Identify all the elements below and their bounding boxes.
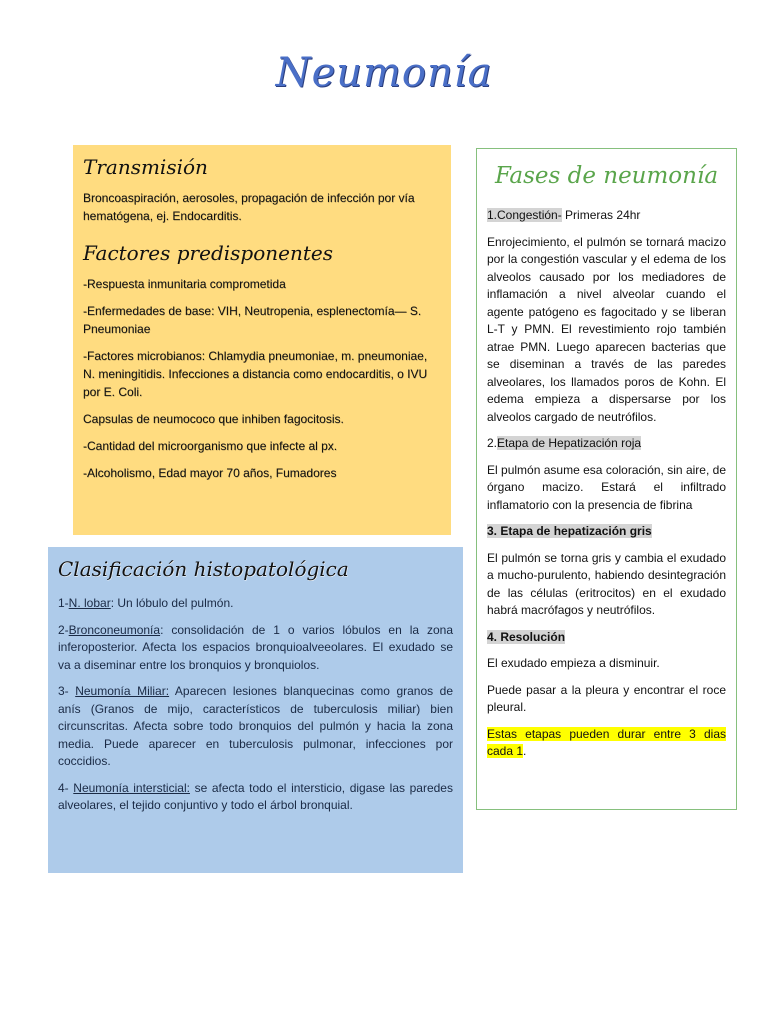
- clasificacion-heading: Clasificación histopatológica: [58, 557, 349, 581]
- pleura-text: Puede pasar a la pleura y encontrar el roce pleural.: [487, 682, 726, 714]
- fase-4-text: El exudado empieza a disminuir.: [487, 656, 660, 670]
- term: Neumonía Miliar:: [75, 684, 170, 698]
- fase-2-title: 2.Etapa de Hepatización roja: [487, 436, 642, 450]
- clasificacion-item: 3- Neumonía Miliar: Aparecen lesiones blanquecinas como granos de anís (Granos de mijo, característicos de tuberculosis miliar) bien circunscritas. Afecta sobre todo bronquios del pulmón y hacia la zona media. Puede aparecer en tuberculosis pulmonar, infecciones por coccidios.: [58, 684, 453, 768]
- factor-item: -Alcoholismo, Edad mayor 70 años, Fumadores: [83, 466, 337, 480]
- fase-4-title: 4. Resolución: [487, 629, 566, 644]
- factor-item: -Enfermedades de base: VIH, Neutropenia, esplenectomía— S. Pneumoniae: [83, 304, 422, 336]
- term: Bronconeumonía: [68, 622, 161, 637]
- clasificacion-item: 1-N. lobar: Un lóbulo del pulmón.: [58, 596, 234, 610]
- clasificacion-item: 4- Neumonía intersticial: se afecta todo el intersticio, digase las paredes alveolares, el tejido conjuntivo y todo el árbol bronquial.: [58, 780, 453, 812]
- term: Neumonía intersticial:: [73, 780, 190, 795]
- clasificacion-box: [48, 547, 463, 873]
- factor-item: N. meningitidis. Infecciones a distancia como endocarditis, o IVU por E. Coli.: [83, 367, 428, 399]
- factor-item: -Cantidad del microorganismo que infecte al px.: [83, 439, 338, 453]
- transmision-box: [73, 145, 451, 535]
- fase-3-text: El pulmón se torna gris y cambia el exudado a mucho-purulento, habiendo desintegración de las células (eritrocitos) en el exudado habrá macrófagos y neutrófilos.: [487, 550, 726, 617]
- page-title: Neumonía: [275, 50, 493, 96]
- clasificacion-item: 2-Bronconeumonía: consolidación de 1 o varios lóbulos en la zona inferoposterior. Afecta los espacios bronquioalveeolares. El exudado se va a diseminar entre los bronquios y bronquiolos.: [58, 622, 453, 672]
- fases-heading: Fases de neumonía: [494, 163, 719, 189]
- fase-3-title: 3. Etapa de hepatización gris: [487, 524, 652, 538]
- term: N. lobar: [68, 596, 111, 610]
- fase-2-text: El pulmón asume esa coloración, sin aire, de órgano macizo. Estará el infiltrado inflamatorio con la presencia de fibrina: [487, 462, 726, 512]
- factor-item: Capsulas de neumococo que inhiben fagocitosis.: [83, 412, 344, 426]
- factor-item: -Factores microbianos: Chlamydia pneumoniae, m. pneumoniae,: [83, 349, 428, 363]
- factor-item: -Respuesta inmunitaria comprometida: [83, 277, 286, 291]
- fases-box: [476, 148, 737, 810]
- transmision-text: Broncoaspiración, aerosoles, propagación de infección por vía hematógena, ej. Endocarditis.: [83, 191, 415, 223]
- factores-heading: Factores predisponentes: [83, 241, 333, 265]
- fase-1-text: Enrojecimiento, el pulmón se tornará macizo por la congestión vascular y el edema de los alveolos causado por los mediadores de inflamación a nivel alveolar cuando el agente patógeno es fagocitado y se liberan L-T y PMN. El revestimiento rojo también atrae PMN. Luego aparecen bacterias que se diseminan a través de las paredes alveolares, los llamados poros de Kohn. El edema empieza a dispersarse por los alveolos cargado de neutrófilos.: [487, 234, 726, 424]
- transmision-heading: Transmisión: [83, 155, 208, 179]
- duracion-text: Estas etapas pueden durar entre 3 dias cada 1.: [487, 726, 726, 758]
- fase-1-title: 1.Congestión- Primeras 24hr: [487, 208, 641, 222]
